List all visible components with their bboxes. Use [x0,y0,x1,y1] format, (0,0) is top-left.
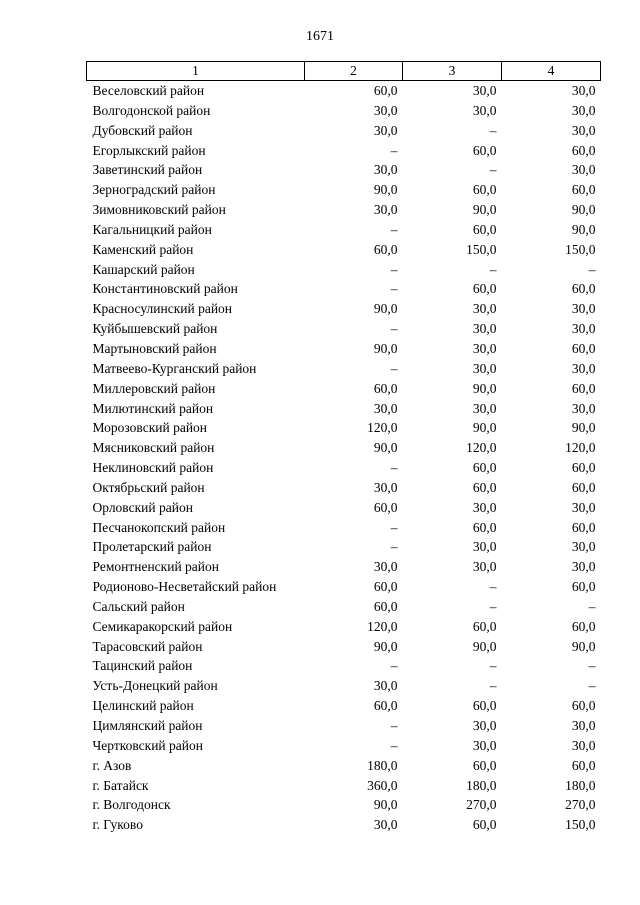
district-name-cell: Егорлыкский район [92,142,206,158]
column-4-value-cell: 60,0 [571,460,596,476]
column-2-value-cell: 30,0 [373,400,398,416]
column-2-value-cell: 30,0 [373,102,398,118]
column-4-value-cell: 60,0 [571,281,596,297]
column-2-value-cell: 30,0 [373,479,398,495]
table-row [87,180,601,200]
table-body [87,81,601,836]
column-2-value-cell: – [390,519,398,535]
column-3-value-cell: 90,0 [472,638,497,654]
table-row [87,537,601,557]
table-row [87,557,601,577]
column-4-value-cell: 60,0 [571,579,596,595]
column-2-value-cell: 30,0 [373,122,398,138]
column-3-value-cell: 60,0 [472,182,497,198]
table-row [87,478,601,498]
column-2-value-cell: – [390,737,398,753]
column-3-value-cell: – [489,261,497,277]
column-4-value-cell: 30,0 [571,83,596,98]
column-4-value-cell: 60,0 [571,182,596,198]
column-4-value-cell: – [588,261,596,277]
column-3-value-cell: 30,0 [472,83,497,98]
district-name-cell: Миллеровский район [92,380,216,396]
column-2-value-cell: – [390,261,398,277]
column-3-value-cell: 60,0 [472,698,497,714]
column-4-value-cell: 30,0 [571,360,596,376]
district-name-cell: Тарасовский район [92,638,203,654]
district-name-cell: Целинский район [92,698,194,714]
column-4-value-cell: 60,0 [571,757,596,773]
column-4-value-cell: 270,0 [565,797,596,813]
column-4-value-cell: 30,0 [571,539,596,555]
column-3-value-cell: 30,0 [472,360,497,376]
district-name-cell: Веселовский район [92,83,205,98]
column-3-value-cell: 30,0 [472,102,497,118]
page-number: 1671 [306,29,334,44]
column-4-value-cell: 60,0 [571,618,596,634]
column-4-value-cell: 60,0 [571,340,596,356]
column-4-value-cell: 60,0 [571,479,596,495]
column-4-value-cell: 120,0 [565,440,596,456]
district-name-cell: г. Волгодонск [92,797,171,813]
column-3-value-cell: – [489,658,497,674]
column-4-value-cell: 30,0 [571,102,596,118]
table-row [87,260,601,280]
table-row [87,795,601,815]
table-row [87,299,601,319]
column-2-value-cell: 90,0 [373,301,398,317]
column-4-value-cell: 30,0 [571,321,596,337]
district-name-cell: Тацинский район [92,658,193,674]
column-2-value-cell: – [390,142,398,158]
district-name-cell: Зерноградский район [92,182,216,198]
column-2-value-cell: – [390,360,398,376]
column-3-value-cell: 30,0 [472,301,497,317]
column-2-value-cell: 90,0 [373,182,398,198]
column-4-value-cell: 30,0 [571,499,596,515]
column-3-value-cell: 60,0 [472,479,497,495]
district-name-cell: Песчанокопский район [92,519,226,535]
column-2-value-cell: 30,0 [373,162,398,178]
column-3-value-cell: 30,0 [472,400,497,416]
column-3-value-cell: 60,0 [472,281,497,297]
column-3-value-cell: 30,0 [472,539,497,555]
column-3-value-cell: – [489,579,497,595]
column-2-value-cell: 60,0 [373,579,398,595]
district-name-cell: Морозовский район [92,420,208,436]
district-name-cell: Мартыновский район [92,340,217,356]
column-3-value-cell: 60,0 [472,519,497,535]
district-name-cell: Волгодонской район [92,102,211,118]
table-row [87,458,601,478]
table-row [87,716,601,736]
column-4-value-cell: 150,0 [565,241,596,257]
column-2-value-cell: 30,0 [373,202,398,218]
district-name-cell: Матвеево-Курганский район [92,360,257,376]
district-name-cell: Заветинский район [92,162,203,178]
column-2-value-cell: 30,0 [373,817,398,833]
column-3-value-cell: 30,0 [472,499,497,515]
district-name-cell: Мясниковский район [92,440,215,456]
column-2-value-cell: 120,0 [367,618,398,634]
table-row [87,160,601,180]
district-name-cell: Кашарский район [92,261,195,277]
table-row [87,101,601,121]
column-3-value-cell: 120,0 [466,440,497,456]
column-2-value-cell: – [390,281,398,297]
column-3-value-cell: 90,0 [472,202,497,218]
column-2-value-cell: – [390,321,398,337]
column-4-value-cell: 30,0 [571,122,596,138]
column-3-value-cell: 60,0 [472,757,497,773]
column-3-value-cell: – [489,162,497,178]
column-3-value-cell: – [489,122,497,138]
column-3-value-cell: 270,0 [466,797,497,813]
district-name-cell: Орловский район [92,499,193,515]
column-4-value-cell: 60,0 [571,142,596,158]
column-3-value-cell: 30,0 [472,340,497,356]
column-4-value-cell: – [588,678,596,694]
column-3-value-cell: 30,0 [472,737,497,753]
column-header-4: 4 [502,62,601,81]
column-4-value-cell: 180,0 [565,777,596,793]
column-4-value-cell: 30,0 [571,400,596,416]
column-3-value-cell: 90,0 [472,420,497,436]
column-4-value-cell: 90,0 [571,638,596,654]
column-3-value-cell: 30,0 [472,718,497,733]
column-2-value-cell: 180,0 [367,757,398,773]
district-name-cell: Пролетарский район [92,539,212,555]
column-3-value-cell: 90,0 [472,380,497,396]
column-2-value-cell: 30,0 [373,559,398,575]
district-name-cell: Семикаракорский район [92,618,233,634]
column-4-value-cell: 90,0 [571,420,596,436]
district-name-cell: Кагальницкий район [92,221,212,237]
district-name-cell: Октябрьский район [92,479,205,495]
column-2-value-cell: 120,0 [367,420,398,436]
column-header-3: 3 [403,62,502,81]
data-table [86,61,601,835]
table-row [87,399,601,419]
table-row [87,696,601,716]
district-name-cell: Ремонтненский район [92,559,219,575]
table-row [87,359,601,379]
table-row [87,776,601,796]
column-3-value-cell: 60,0 [472,618,497,634]
column-3-value-cell: 60,0 [472,817,497,833]
column-3-value-cell: 30,0 [472,321,497,337]
district-name-cell: г. Гуково [92,817,143,833]
column-4-value-cell: 60,0 [571,380,596,396]
column-3-value-cell: 180,0 [466,777,497,793]
table-row [87,379,601,399]
column-2-value-cell: – [390,539,398,555]
table-row [87,81,601,101]
district-name-cell: Цимлянский район [92,718,203,733]
table-row [87,577,601,597]
district-name-cell: г. Азов [92,757,132,773]
district-name-cell: Куйбышевский район [92,321,218,337]
table-row [87,418,601,438]
header-row [87,62,601,81]
column-2-value-cell: 60,0 [373,598,398,614]
table-row [87,121,601,141]
district-name-cell: Сальский район [92,598,185,614]
district-name-cell: Дубовский район [92,122,193,138]
column-3-value-cell: – [489,598,497,614]
column-4-value-cell: 30,0 [571,162,596,178]
column-4-value-cell: 30,0 [571,559,596,575]
district-name-cell: Каменский район [92,241,194,257]
column-4-value-cell: 90,0 [571,202,596,218]
column-4-value-cell: 60,0 [571,698,596,714]
table-row [87,141,601,161]
column-2-value-cell: – [390,718,398,733]
table-row [87,518,601,538]
table-row [87,220,601,240]
district-name-cell: Красносулинский район [92,301,233,317]
column-4-value-cell: 90,0 [571,221,596,237]
table-row [87,319,601,339]
column-3-value-cell: 30,0 [472,559,497,575]
table-row [87,240,601,260]
column-4-value-cell: 30,0 [571,718,596,733]
table-header [87,62,601,81]
column-2-value-cell: 90,0 [373,638,398,654]
district-name-cell: Константиновский район [92,281,238,297]
district-name-cell: Милютинский район [92,400,214,416]
column-4-value-cell: 30,0 [571,737,596,753]
column-3-value-cell: 60,0 [472,460,497,476]
column-4-value-cell: 60,0 [571,519,596,535]
column-2-value-cell: 90,0 [373,440,398,456]
table-row [87,200,601,220]
column-3-value-cell: 60,0 [472,142,497,158]
district-name-cell: г. Батайск [92,777,149,793]
column-3-value-cell: 60,0 [472,221,497,237]
table-row [87,279,601,299]
table-row [87,339,601,359]
district-name-cell: Чертковский район [92,737,203,753]
column-2-value-cell: 30,0 [373,678,398,694]
column-2-value-cell: 60,0 [373,499,398,515]
district-name-cell: Зимовниковский район [92,202,226,218]
column-2-value-cell: 90,0 [373,340,398,356]
column-2-value-cell: 90,0 [373,797,398,813]
table-row [87,637,601,657]
column-2-value-cell: – [390,221,398,237]
table-row [87,656,601,676]
column-2-value-cell: 360,0 [367,777,398,793]
district-name-cell: Неклиновский район [92,460,214,476]
column-4-value-cell: 30,0 [571,301,596,317]
column-2-value-cell: 60,0 [373,241,398,257]
table-row [87,597,601,617]
table-row [87,756,601,776]
district-name-cell: Усть-Донецкий район [92,678,218,694]
column-3-value-cell: 150,0 [466,241,497,257]
district-name-cell: Родионово-Несветайский район [92,579,277,595]
column-4-value-cell: – [588,658,596,674]
table-row [87,498,601,518]
column-header-1: 1 [87,62,305,81]
column-2-value-cell: – [390,658,398,674]
table-row [87,676,601,696]
table-row [87,815,601,835]
column-2-value-cell: 60,0 [373,698,398,714]
column-4-value-cell: 150,0 [565,817,596,833]
column-2-value-cell: 60,0 [373,83,398,98]
column-4-value-cell: – [588,598,596,614]
column-3-value-cell: – [489,678,497,694]
column-2-value-cell: 60,0 [373,380,398,396]
table-row [87,617,601,637]
table-row [87,736,601,756]
column-2-value-cell: – [390,460,398,476]
column-header-2: 2 [305,62,403,81]
table-row [87,438,601,458]
